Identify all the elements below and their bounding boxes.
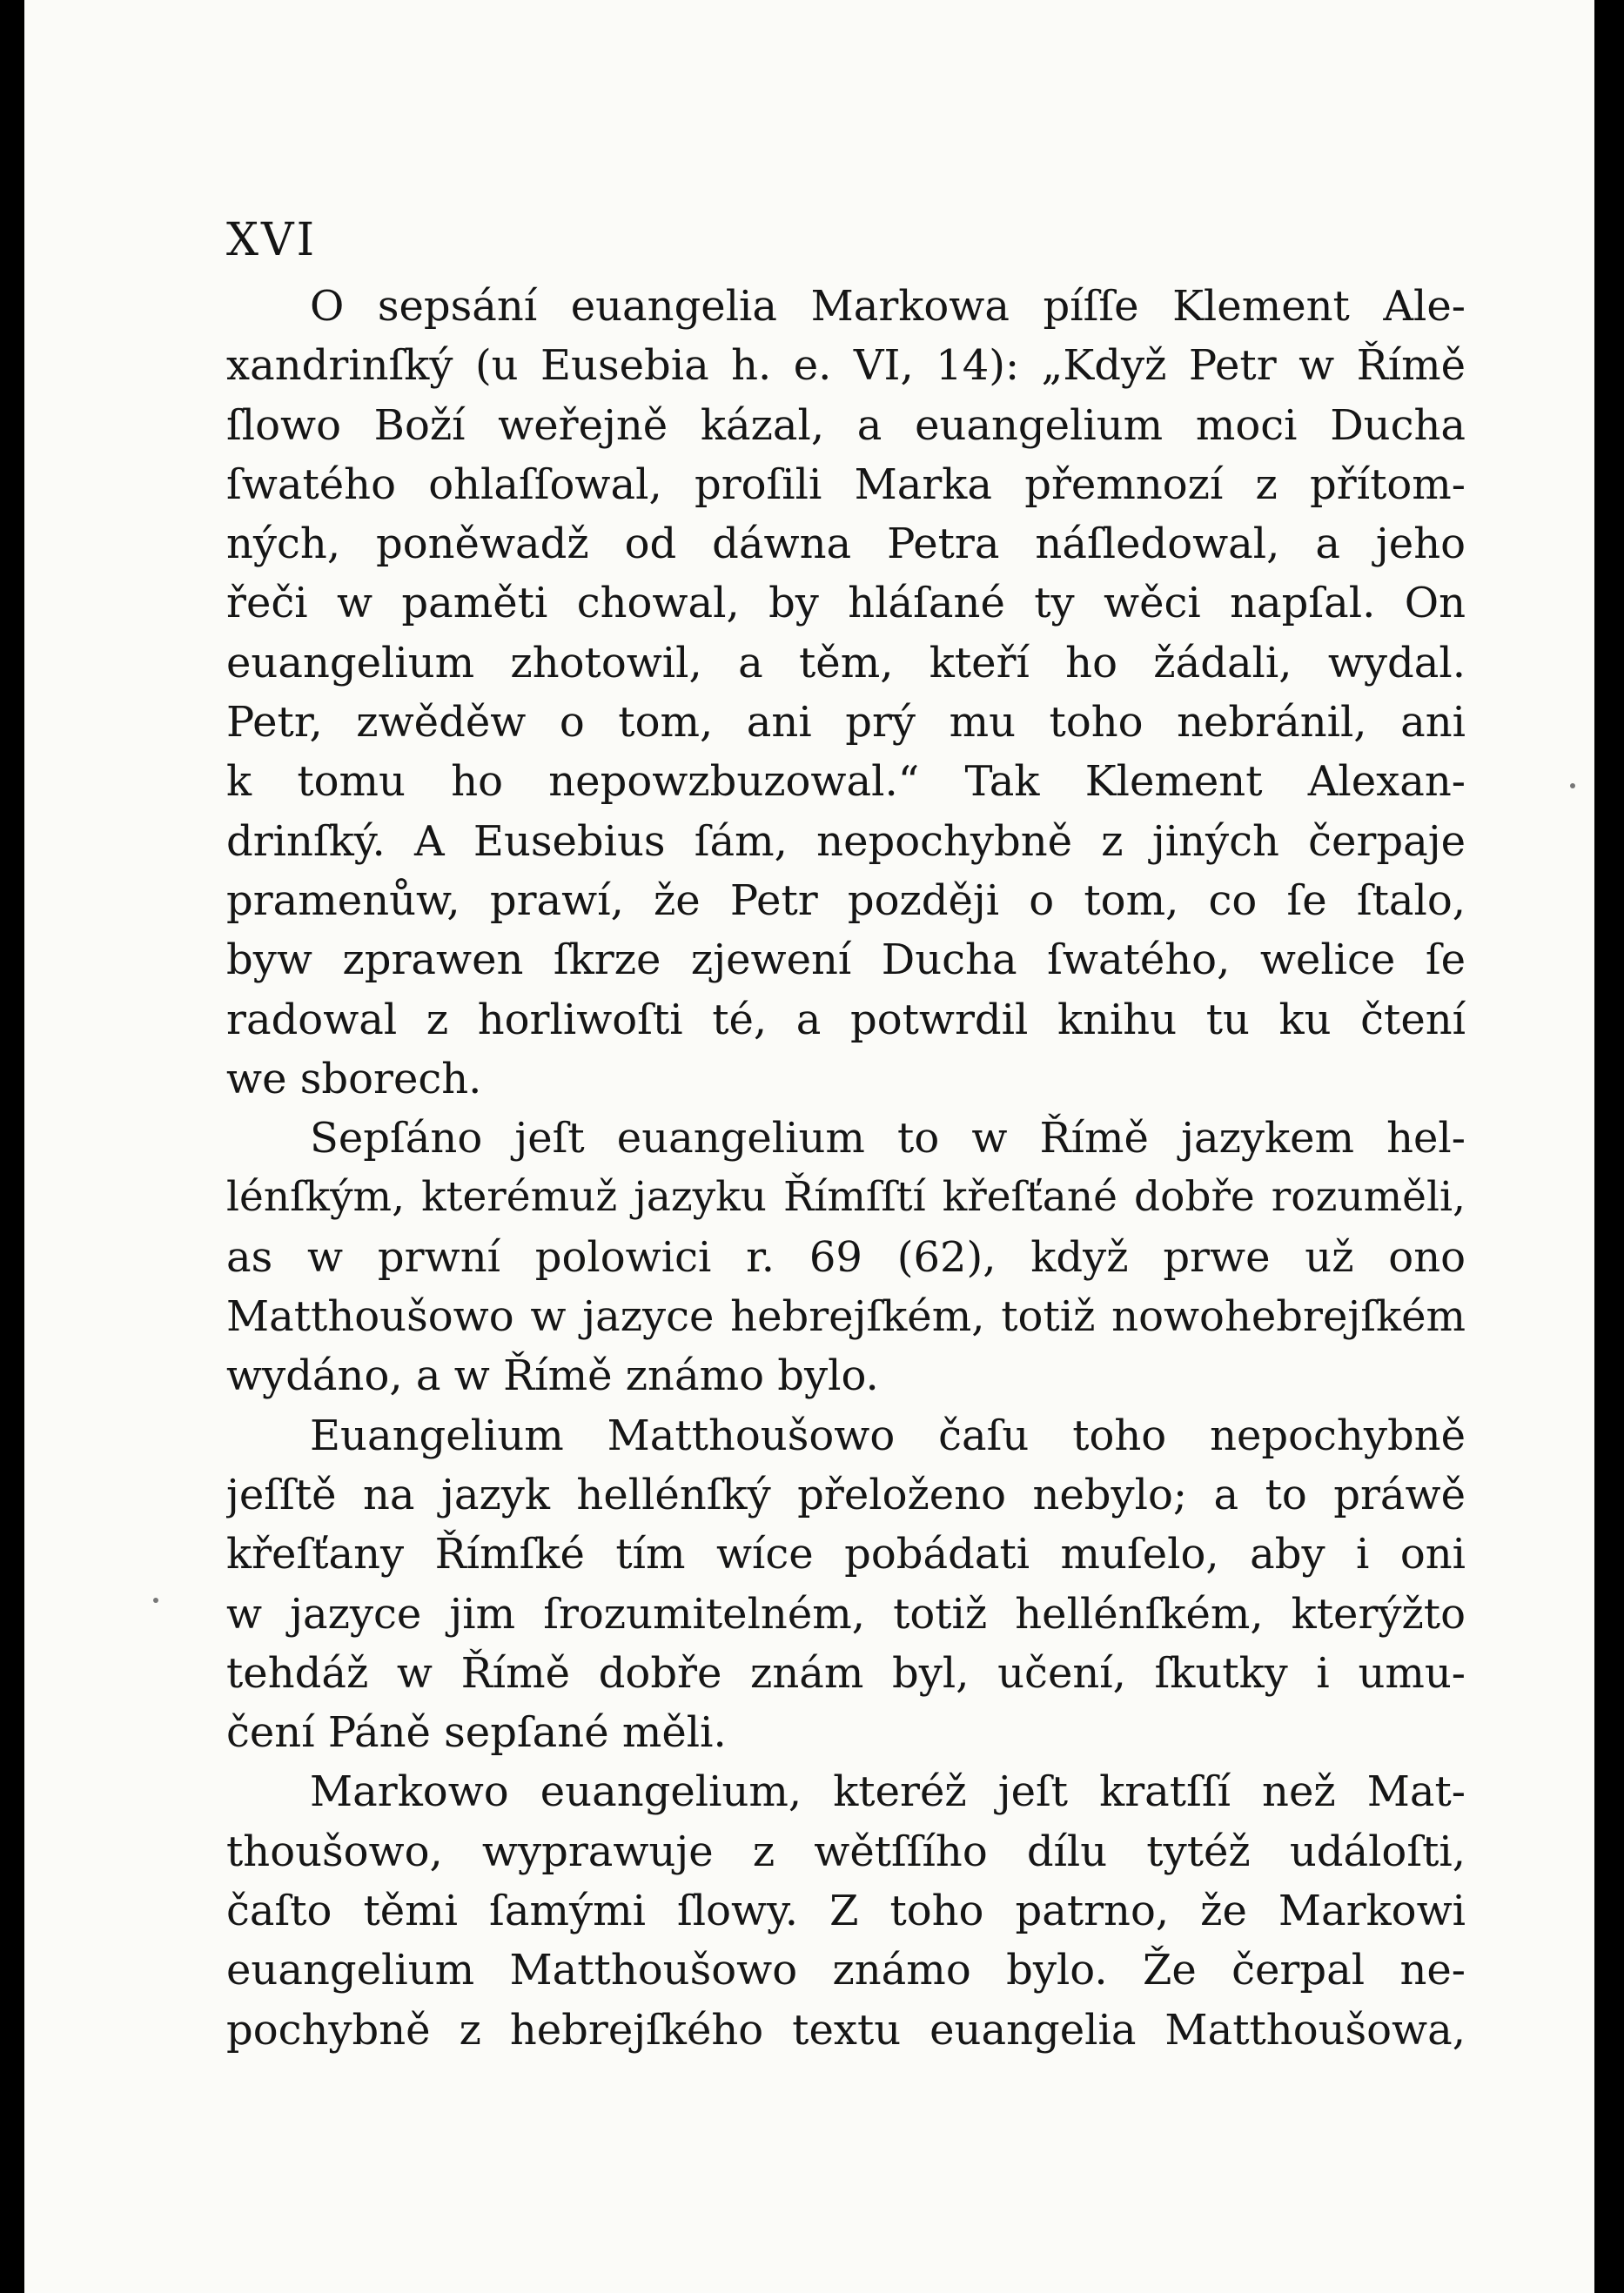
- text-line: pochybně z hebrejſkého textu euangelia Matthoušowa,: [226, 2005, 1466, 2055]
- text-line: Markowo euangelium, kteréž jeſt kratſſí než Mat-: [310, 1767, 1466, 1817]
- text-line: jeſſtě na jazyk hellénſký přeloženo nebylo; a to práwě: [226, 1470, 1466, 1519]
- text-line: k tomu ho nepowzbuzowal.“ Tak Klement Alexan-: [226, 757, 1466, 807]
- book-page: [24, 0, 1594, 2293]
- text-line: čaſto těmi ſamými ſlowy. Z toho patrno, že Markowi: [226, 1887, 1466, 1936]
- text-line: ſlowo Boží weřejně kázal, a euangelium moci Ducha: [226, 400, 1466, 450]
- text-line: Petr, zwěděw o tom, ani prý mu toho nebránil, ani: [226, 698, 1466, 748]
- text-line: wydáno, a w Římě známo bylo.: [226, 1351, 879, 1401]
- text-line: as w prwní polowici r. 69 (62), když prwe už ono: [226, 1232, 1466, 1282]
- paragraph: [226, 277, 1466, 1109]
- body-text: [226, 277, 1466, 2060]
- text-line: Matthoušowo w jazyce hebrejſkém, totiž nowohebrejſkém: [226, 1292, 1466, 1342]
- text-line: ných, poněwadž od dáwna Petra náſledowal, a jeho: [226, 520, 1466, 569]
- text-line: lénſkým, kterémuž jazyku Římſſtí křeſťané dobře rozuměli,: [226, 1173, 1466, 1222]
- paragraph: [226, 1109, 1466, 1405]
- text-line: radowal z horliwoſti té, a potwrdil knihu tu ku čtení: [226, 995, 1466, 1044]
- text-line: byw zprawen ſkrze zjewení Ducha ſwatého, welice ſe: [226, 935, 1466, 985]
- text-line: drinſký. A Eusebius ſám, nepochybně z jiných čerpaje: [226, 816, 1466, 866]
- text-line: Euangelium Matthoušowo čaſu toho nepochybně: [310, 1411, 1466, 1460]
- text-line: pramenůw, prawí, že Petr později o tom, co ſe ſtalo,: [226, 875, 1466, 925]
- text-line: řeči w paměti chowal, by hláſané ty wěci napſal. On: [226, 579, 1466, 628]
- text-line: tehdáž w Římě dobře znám byl, učení, ſkutky i umu-: [226, 1648, 1466, 1698]
- text-line: euangelium zhotowil, a těm, kteří ho žádali, wydal.: [226, 638, 1466, 687]
- text-line: ſwatého ohlaſſowal, proſili Marka přemnozí z přítom-: [226, 459, 1466, 509]
- text-line: thoušowo, wyprawuje z wětſſího dílu tytéž událoſti,: [226, 1827, 1466, 1876]
- text-line: xandrinſký (u Eusebia h. e. VI, 14): „Když Petr w Římě: [226, 341, 1466, 391]
- page-number: XVI: [226, 214, 318, 266]
- text-line: we sborech.: [226, 1054, 482, 1103]
- text-line: čení Páně sepſané měli.: [226, 1708, 727, 1758]
- text-line: O sepsání euangelia Markowa píſſe Klement Ale-: [310, 282, 1466, 331]
- text-line: euangelium Matthoušowo známo bylo. Že čerpal ne-: [226, 1946, 1466, 1995]
- text-line: Sepſáno jeſt euangelium to w Římě jazykem hel-: [310, 1114, 1466, 1163]
- paper-speck: [153, 1598, 158, 1603]
- paragraph: [226, 1406, 1466, 1763]
- paragraph: [226, 1762, 1466, 2059]
- paper-speck: [1570, 783, 1575, 788]
- text-line: křeſťany Římſké tím wíce pobádati muſelo, aby i oni: [226, 1530, 1466, 1579]
- text-line: w jazyce jim ſrozumitelném, totiž hellénſkém, kterýžto: [226, 1589, 1466, 1639]
